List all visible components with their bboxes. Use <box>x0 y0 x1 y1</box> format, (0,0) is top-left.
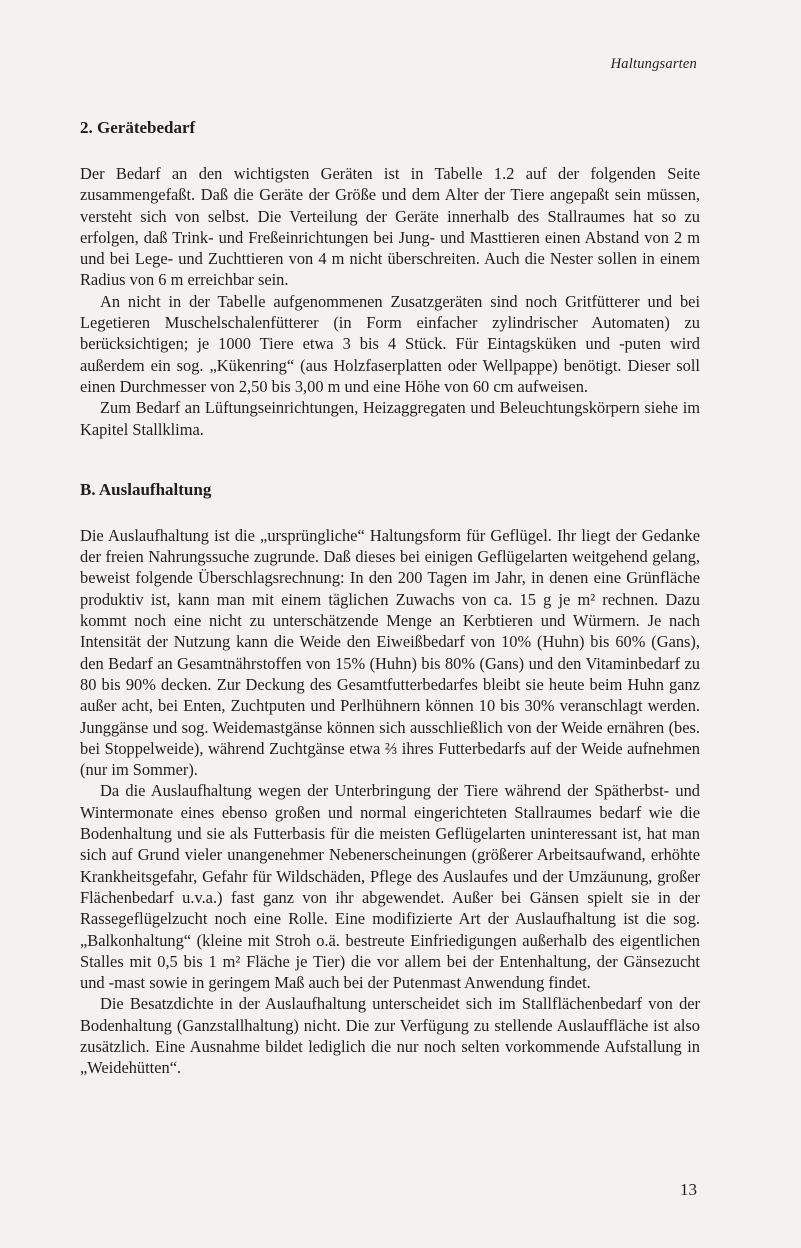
page-number: 13 <box>680 1180 697 1199</box>
section-2-paragraph-1: Der Bedarf an den wichtigsten Geräten ist in Tabelle 1.2 auf der folgenden Seite zusammengefaßt. Daß die Geräte der Größe und dem Alter der Tiere angepaßt sein müssen, versteht sich von selbst. Die Verteilung der Geräte innerhalb des Stallraumes hat so zu erfolgen, daß Trink- und Freßeinrichtungen bei Jung- und Masttieren einen Abstand von 2 m und bei Lege- und Zuchttieren von 4 m nicht überschreiten. Auch die Nester sollen in einem Radius von 6 m erreichbar sein. <box>80 164 700 290</box>
page-content <box>80 116 700 1079</box>
running-head: Haltungsarten <box>610 56 697 72</box>
section-b-heading: B. Auslaufhaltung <box>80 479 212 499</box>
section-2-heading: 2. Gerätebedarf <box>80 118 196 137</box>
section-2-paragraph-3: Zum Bedarf an Lüftungseinrichtungen, Heizaggregaten und Beleuchtungskörpern siehe im Kapitel Stallklima. <box>80 398 700 439</box>
section-2-paragraph-2: An nicht in der Tabelle aufgenommenen Zusatzgeräten sind noch Gritfütterer und bei Legetieren Muschelschalenfütterer (in Form einfacher zylindrischer Automaten) zu berücksichtigen; je 1000 Tiere etwa 3 bis 4 Stück. Für Eintagsküken und -puten wird außerdem ein sog. „Kükenring“ (aus Holzfaserplatten oder Wellpappe) benötigt. Dieser soll einen Durchmesser von 2,50 bis 3,00 m und eine Höhe von 60 cm aufweisen. <box>80 291 700 396</box>
section-b-paragraph-2: Da die Auslaufhaltung wegen der Unterbringung der Tiere während der Spätherbst- und Wintermonate eines ebenso großen und normal eingerichteten Stallraumes bedarf wie die Bodenhaltung und sie als Futterbasis für die meisten Geflügelarten uninteressant ist, hat man sich auf Grund vieler unangenehmer Nebenerscheinungen (größerer Arbeitsaufwand, erhöhte Krankheitsgefahr, Gefahr für Wildschäden, Pflege des Auslaufes und der Umzäunung, großer Flächenbedarf u.v.a.) fast ganz von ihr abgewendet. Außer bei Gänsen spielt sie in der Rassegeflügelzucht noch eine Rolle. Eine modifizierte Art der Auslaufhaltung ist die sog. „Balkonhaltung“ (kleine mit Stroh o.ä. bestreute Einfriedigungen außerhalb des eigentlichen Stalles mit 0,5 bis 1 m² Fläche je Tier) die vor allem bei der Entenhaltung, der Gänsezucht und -mast sowie in geringem Maß auch bei der Putenmast Anwendung findet. <box>80 781 700 993</box>
section-b-paragraph-3: Die Besatzdichte in der Auslaufhaltung unterscheidet sich im Stallflächenbedarf von der Bodenhaltung (Ganzstallhaltung) nicht. Die zur Verfügung zu stellende Auslauffläche ist also zusätzlich. Eine Ausnahme bildet lediglich die nur noch selten vorkommende Aufstallung in „Weidehütten“. <box>80 994 700 1078</box>
section-b-paragraph-1: Die Auslaufhaltung ist die „ursprüngliche“ Haltungsform für Geflügel. Ihr liegt der Gedanke der freien Nahrungssuche zugrunde. Daß dieses bei einigen Geflügelarten weitgehend gelang, beweist folgende Überschlagsrechnung: In den 200 Tagen im Jahr, in denen eine Grünfläche produktiv ist, kann man mit einem täglichen Zuwachs von ca. 15 g je m² rechnen. Dazu kommt noch eine nicht zu unterschätzende Menge an Kerbtieren und Würmern. Je nach Intensität der Nutzung kann die Weide den Eiweißbedarf von 10% (Huhn) bis 60% (Gans), den Bedarf an Gesamtnährstoffen von 15% (Huhn) bis 80% (Gans) und den Vitaminbedarf zu 80 bis 90% decken. Zur Deckung des Gesamtfutterbedarfes bleibt sie heute beim Huhn ganz außer acht, bei Enten, Zuchtputen und Perlhühnern können 10 bis 30% veranschlagt werden. Junggänse und sog. Weidemastgänse können sich ausschließlich von der Weide ernähren (bes. bei Stoppelweide), während Zuchtgänse etwa ⅔ ihres Futterbedarfs auf der Weide aufnehmen (nur im Sommer). <box>80 525 700 780</box>
